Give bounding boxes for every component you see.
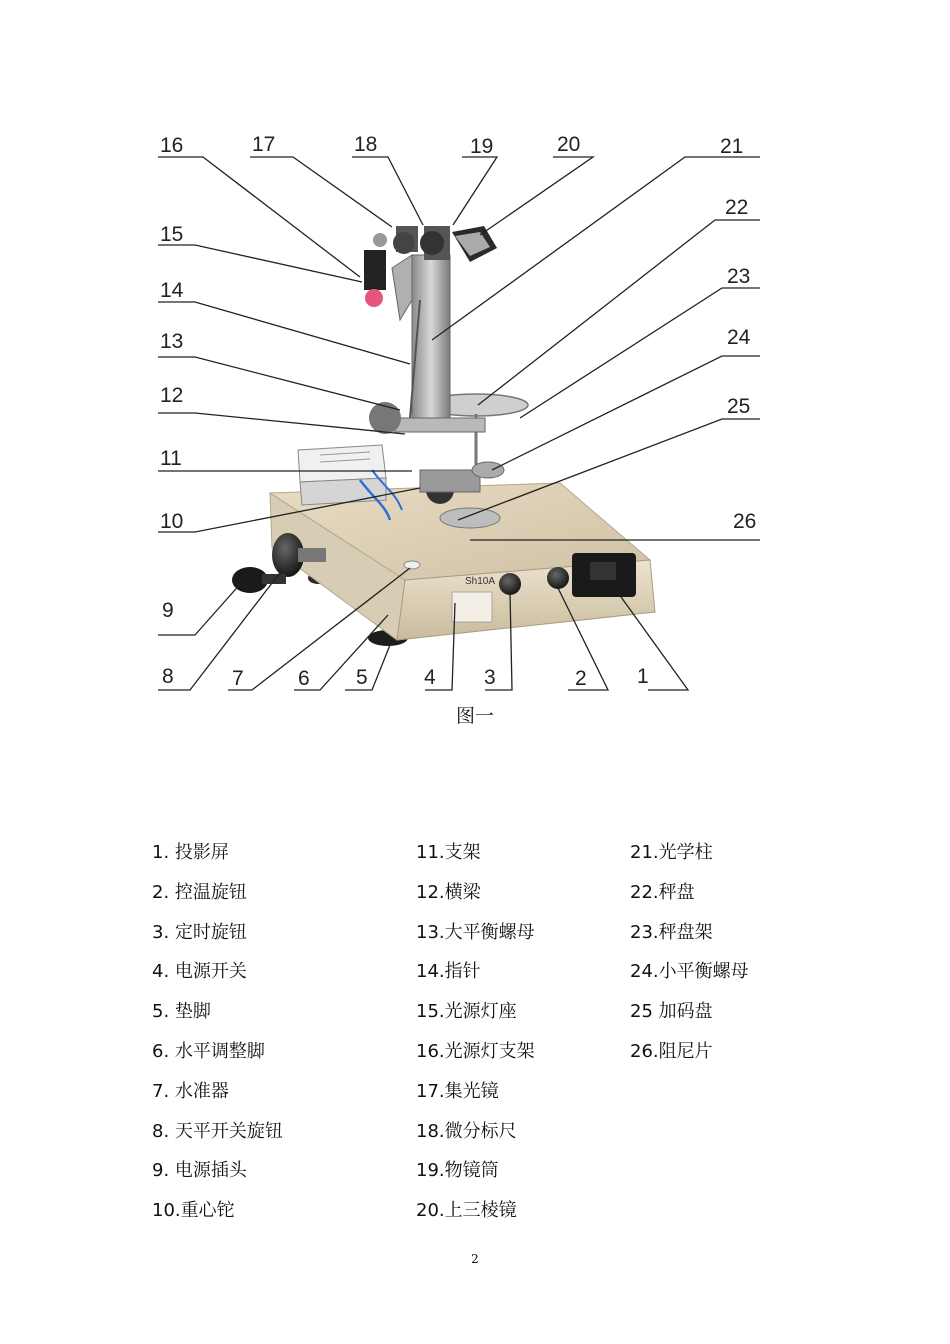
page-number: 2 <box>471 1252 479 1266</box>
legend-item: 10.重心铊 <box>152 1200 235 1222</box>
callout-11: 11 <box>160 447 182 470</box>
legend-column-3 <box>630 840 749 1079</box>
legend-item: 24.小平衡螺母 <box>630 961 749 983</box>
temperature-knob <box>547 567 569 589</box>
callout-4: 4 <box>424 666 436 689</box>
legend-item: 7. 水准器 <box>152 1080 229 1102</box>
callout-6: 6 <box>298 667 310 690</box>
callout-8: 8 <box>162 665 174 688</box>
legend-item: 25 加码盘 <box>630 1001 713 1023</box>
condenser-lens <box>393 232 415 254</box>
legend-item: 21.光学柱 <box>630 842 713 863</box>
callout-7: 7 <box>232 667 244 690</box>
callout-16: 16 <box>160 134 184 157</box>
legend-item: 6. 水平调整脚 <box>152 1040 265 1062</box>
timer-knob <box>499 573 521 595</box>
callout-26: 26 <box>733 510 757 533</box>
callout-18: 18 <box>354 133 378 156</box>
legend-item: 15.光源灯座 <box>416 1001 517 1023</box>
legend-item: 4. 电源开关 <box>152 961 247 983</box>
legend-item: 26.阻尼片 <box>630 1040 713 1062</box>
balance-nut <box>369 402 401 434</box>
legend-item: 13.大平衡螺母 <box>416 921 535 943</box>
legend-item: 1. 投影屏 <box>152 842 229 863</box>
objective-tube <box>420 231 444 255</box>
callout-14: 14 <box>160 279 184 302</box>
callout-23: 23 <box>727 265 751 288</box>
legend-item: 5. 垫脚 <box>152 1001 211 1023</box>
legend-item: 2. 控温旋钮 <box>152 881 247 903</box>
legend-item: 3. 定时旋钮 <box>152 921 247 943</box>
legend-column-1 <box>152 840 283 1238</box>
callout-17: 17 <box>252 133 276 156</box>
callout-2: 2 <box>575 667 587 690</box>
legend-item: 14.指针 <box>416 961 481 983</box>
callout-10: 10 <box>160 510 184 533</box>
callout-13: 13 <box>160 330 184 353</box>
legend-item: 12.横梁 <box>416 881 481 903</box>
legend-item: 11.支架 <box>416 842 481 863</box>
callout-21: 21 <box>720 135 744 158</box>
callout-15: 15 <box>160 223 184 246</box>
legend-column-2 <box>416 840 535 1238</box>
callout-24: 24 <box>727 326 751 349</box>
callout-3: 3 <box>484 666 496 689</box>
instrument-photo <box>232 226 655 646</box>
callout-22: 22 <box>725 196 749 219</box>
lamp-holder <box>364 250 386 290</box>
legend-item: 9. 电源插头 <box>152 1160 247 1182</box>
legend-item: 8. 天平开关旋钮 <box>152 1120 283 1142</box>
legend-item: 16.光源灯支架 <box>416 1040 535 1062</box>
model-label: Sh10A <box>465 576 496 587</box>
callout-12: 12 <box>160 384 184 407</box>
legend-item: 23.秤盘架 <box>630 921 713 943</box>
spirit-level <box>404 561 420 569</box>
legend-item: 20.上三棱镜 <box>416 1200 517 1222</box>
figure-caption: 图一 <box>455 705 494 727</box>
legend-item: 18.微分标尺 <box>416 1120 517 1142</box>
callout-20: 20 <box>557 133 581 156</box>
legend-item: 22.秤盘 <box>630 881 695 903</box>
legend-item: 17.集光镜 <box>416 1080 499 1102</box>
legend-item: 19.物镜筒 <box>416 1160 499 1182</box>
callout-5: 5 <box>356 666 368 689</box>
optical-column <box>412 255 450 425</box>
callout-9: 9 <box>162 599 174 622</box>
callout-19: 19 <box>470 135 494 158</box>
callout-1: 1 <box>637 665 649 688</box>
callout-25: 25 <box>727 395 751 418</box>
